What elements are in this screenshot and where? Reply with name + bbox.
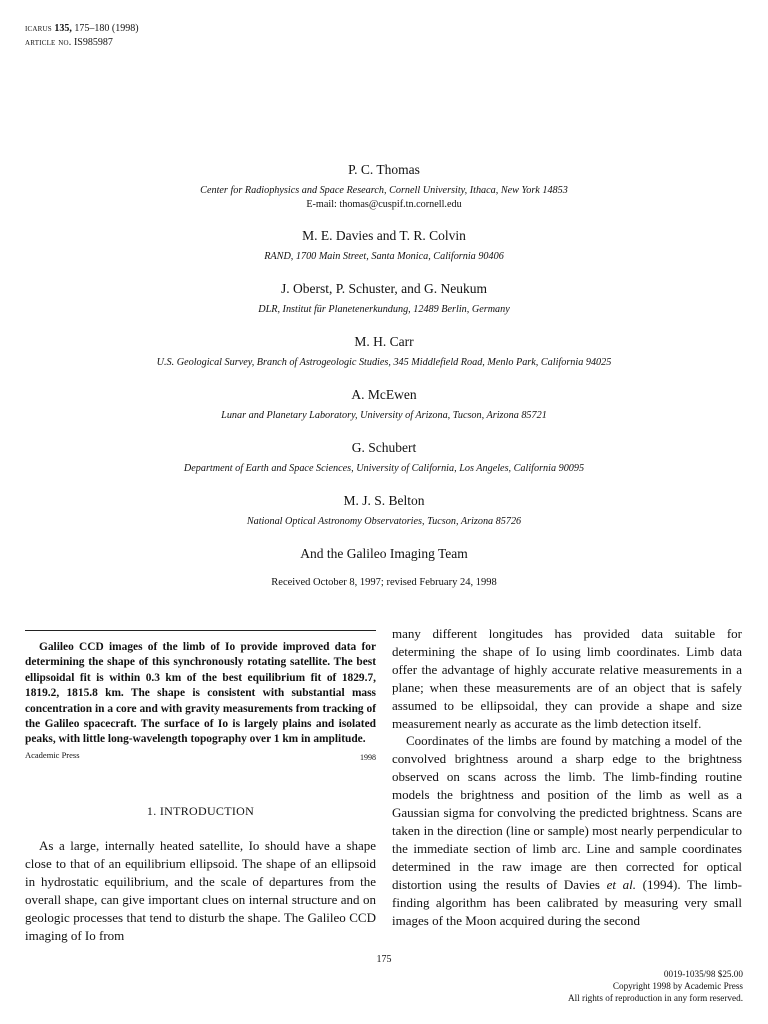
abstract-text: Galileo CCD images of the limb of Io provide improved data for determining the shape of this synchronously rotating satellite. The best ellipsoidal fit is within 0.3 km of the best equilibrium fit of 1829.7, 1819.2, 1815.8 km. The shape is consistent with substantial mass concentration in a core and with gravity measurements from tracking of the Galileo spacecraft. The surface of Io is largely plains and isolated peaks, with little long-wavelength topography over 1 km in amplitude. [25, 641, 376, 746]
intro-paragraph: As a large, internally heated satellite, Io should have a shape close to that of an equilibrium ellipsoid. The shape of an ellipsoid in hydrostatic equilibrium, and the scale of departures from the overall shape, can give important clues on internal structure and on geologic processes that tend to disturb the shape. The Galileo CCD imaging of Io from [25, 837, 376, 943]
author-name: P. C. Thomas [348, 162, 420, 177]
right-column [392, 625, 742, 929]
author-list [0, 160, 768, 590]
author-block [0, 160, 768, 211]
author-block [0, 226, 768, 264]
imaging-team: And the Galileo Imaging Team [300, 546, 468, 561]
abstract-year: 1998 [360, 752, 376, 762]
section-heading: 1. INTRODUCTION [146, 803, 255, 818]
article-number: IS985987 [73, 37, 113, 48]
author-name: M. J. S. Belton [343, 493, 425, 508]
author-block [0, 438, 768, 476]
body-paragraph: many different longitudes has provided data suitable for determining the shape of Io using limb coordinates. Limb data offer the advantage of highly accurate relative measurements in a plane; when these measurements are of an object that is safely assumed to be ellipsoidal, they can provide a shape and size measurement nearly as accurate as the limb detection itself. [392, 626, 742, 731]
author-affiliation: Lunar and Planetary Laboratory, University of Arizona, Tucson, Arizona 85721 [221, 410, 547, 421]
author-affiliation: National Optical Astronomy Observatories, Tucson, Arizona 85726 [246, 516, 522, 527]
author-block [0, 385, 768, 423]
author-affiliation: DLR, Institut für Planetenerkundung, 12489 Berlin, Germany [258, 304, 510, 315]
body-text: (1994). The limb-finding algorithm has been calibrated by measuring very small images of the Moon acquired during the second [392, 876, 742, 928]
author-name: J. Oberst, P. Schuster, and G. Neukum [280, 281, 488, 296]
author-block [0, 279, 768, 317]
copyright-footer [568, 968, 743, 1004]
journal-citation [25, 22, 139, 50]
author-email: E-mail: thomas@cuspif.tn.cornell.edu [306, 199, 462, 210]
rights-line: All rights of reproduction in any form reserved. [567, 993, 743, 1003]
abstract-rule [25, 630, 376, 631]
author-affiliation: Department of Earth and Space Sciences, University of California, Los Angeles, California 90095 [183, 463, 585, 474]
author-block [0, 332, 768, 370]
journal-pages: 175–180 (1998) [74, 23, 139, 34]
journal-volume-line [25, 22, 139, 36]
copyright-line: Copyright 1998 by Academic Press [612, 981, 743, 991]
page-number: 175 [376, 954, 392, 965]
body-paragraph [392, 732, 742, 929]
author-name: M. H. Carr [354, 334, 414, 349]
author-name: A. McEwen [351, 387, 417, 402]
author-affiliation: U.S. Geological Survey, Branch of Astrogeologic Studies, 345 Middlefield Road, Menlo Park, California 94025 [156, 357, 612, 368]
body-text: Coordinates of the limbs are found by matching a model of the convolved brightness around a sharp edge to the brightness observed on scans across the limb. The limb-finding routine models the brightness and position of the limb as well as a Gaussian sigma for convolving the predicted brightness. Scans are taken in the direction (line or sample) most nearly perpendicular to the immediate section of limb arc. Line and sample coordinates determined in the raw image are then corrected for optical distortion using the results of Davies [392, 733, 742, 892]
abstract-publisher: Academic Press [25, 749, 80, 760]
author-name: M. E. Davies and T. R. Colvin [302, 228, 466, 243]
journal-volume: 135, [54, 23, 72, 34]
article-number-line [25, 36, 139, 50]
left-column [25, 630, 376, 945]
issn-code: 0019-1035/98 $25.00 [663, 969, 743, 979]
author-name: G. Schubert [351, 440, 417, 455]
article-number-label: article no. [25, 37, 72, 48]
journal-name: icarus [25, 23, 52, 34]
author-block [0, 491, 768, 529]
citation-etal: et al. [606, 876, 637, 892]
author-affiliation: Center for Radiophysics and Space Research, Cornell University, Ithaca, New York 14853 [200, 185, 568, 196]
received-dates: Received October 8, 1997; revised February 24, 1998 [271, 577, 497, 588]
author-affiliation: RAND, 1700 Main Street, Santa Monica, California 90406 [264, 251, 504, 262]
